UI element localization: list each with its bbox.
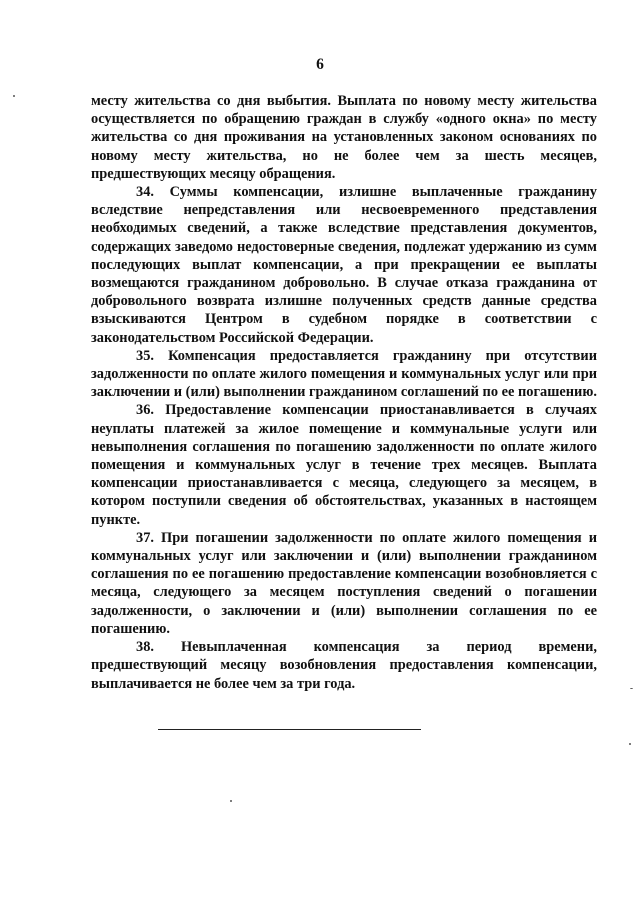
paragraph-37: 37. При погашении задолженности по оплате жилого помещения и коммунальных услуг или заключении и (или) выполнении гражданином соглашения по ее погашению предоставление компенсации возобновляется с месяца, следующего за месяцем поступления сведений о погашении задолженности, о заключении и (или) выполнении соглашения по ее погашению. bbox=[91, 529, 597, 637]
page-number: 6 bbox=[316, 56, 324, 73]
scan-speck bbox=[630, 688, 633, 689]
paragraph-34: 34. Суммы компенсации, излишне выплаченные гражданину вследствие непредставления или несвоевременного представления необходимых сведений, а также вследствие представления документов, содержащих заведомо недостоверные сведения, подлежат удержанию из сумм последующих выплат компенсации, а при прекращении ее выплаты возмещаются гражданином добровольно. В случае отказа гражданина от добровольного возврата излишне полученных средств данные средства взыскиваются Центром в судебном порядке в соответствии с законодательством Российской Федерации. bbox=[91, 184, 597, 346]
paragraph-35: 35. Компенсация предоставляется гражданину при отсутствии задолженности по оплате жилого помещения и коммунальных услуг или при заключении и (или) выполнении гражданином соглашений по ее погашению. bbox=[91, 347, 597, 401]
document-body bbox=[91, 92, 597, 693]
scan-speck bbox=[13, 95, 15, 97]
end-separator-line bbox=[158, 729, 421, 730]
scan-speck bbox=[230, 800, 232, 802]
paragraph-38: 38. Невыплаченная компенсация за период времени, предшествующий месяцу возобновления предоставления компенсации, выплачивается не более чем за три года. bbox=[91, 639, 597, 692]
paragraph-continuation: месту жительства со дня выбытия. Выплата по новому месту жительства осуществляется по обращению граждан в службу «одного окна» по месту жительства со дня проживания на установленных законом основаниях по новому месту жительства, но не более чем за шесть месяцев, предшествующих месяцу обращения. bbox=[91, 93, 597, 182]
paragraph-36: 36. Предоставление компенсации приостанавливается в случаях неуплаты платежей за жилое помещение и коммунальные услуги или невыполнения соглашения по погашению задолженности по оплате жилого помещения и коммунальных услуг в течение трех месяцев. Выплата компенсации приостанавливается с месяца, следующего за месяцем, в котором поступили сведения об обстоятельствах, указанных в настоящем пункте. bbox=[91, 402, 597, 528]
scan-speck bbox=[629, 743, 631, 745]
